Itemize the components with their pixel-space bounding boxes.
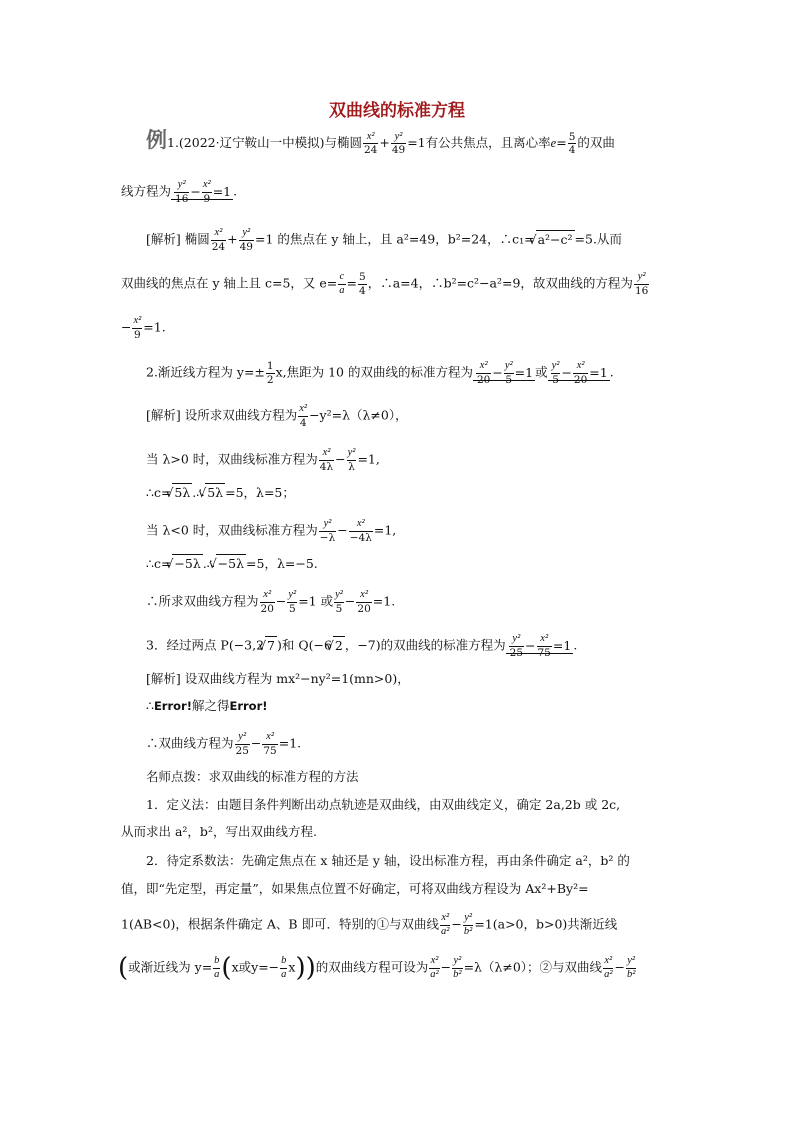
tips-method-2-line-4: (或渐近线为 y= $\frac{b}{a}$ (x或y=− $\frac{b}{a}$ x))的双曲线方程可设为 $\frac{\text{x²}}{\text{a²}}$ − $\frac{\text{y²}}{\text{b²}}$ =λ（λ≠0）；②与双曲线 $\frac{\text{x²}}{\text{a²}}$ − $\frac{\text{y²}}{\text{b²}}$ bbox=[118, 953, 636, 983]
problem-3-line-1: 3．经过两点 P(−3,2√ 7 )和 Q(−6√ 2 ，−7)的双曲线的标准方程为 $\frac{\text{y²}}{25}$ − $\frac{\text{x²}}{75}$ =1 . bbox=[146, 634, 577, 658]
solution-2-line-2: 当 λ>0 时，双曲线标准方程为 $\frac{\text{x²}}{4\lambda}$ − $\frac{\text{y²}}{\lambda}$ =1, bbox=[146, 447, 380, 473]
tips-heading: 名师点拨：求双曲线的标准方程的方法 bbox=[146, 769, 359, 784]
fraction: $\frac{\text{x²}}{24}$ bbox=[363, 130, 378, 156]
solution-3-line-2: ∴Error!解之得Error! bbox=[146, 698, 268, 713]
answer-blank: $\frac{\text{y²}}{5}$ − $\frac{\text{x²}}{20}$ =1 bbox=[548, 365, 610, 381]
fraction: $\frac{5}{4}$ bbox=[568, 130, 576, 156]
tips-method-2-line-1: 2．待定系数法：先确定焦点在 x 轴还是 y 轴，设出标准方程，再由条件确定 a²，b² 的 bbox=[146, 853, 630, 868]
fraction: $\frac{\text{y²}}{49}$ bbox=[391, 130, 406, 156]
tips-method-2-line-2: 值，即“先定型，再定量”，如果焦点位置不好确定，可将双曲线方程设为 Ax²+By²= bbox=[121, 881, 589, 896]
answer-blank: $\frac{\text{x²}}{20}$ − $\frac{\text{y²}}{5}$ =1 bbox=[473, 365, 535, 381]
solution-1-line-1: [解析] 椭圆 $\frac{\text{x²}}{24}$ + $\frac{\text{y²}}{49}$ =1 的焦点在 y 轴上，且 a²=49，b²=24，∴c₁=√ a²−c² =5.从而 bbox=[146, 228, 622, 252]
solution-2-line-6: ∴所求双曲线方程为 $\frac{\text{x²}}{20}$ − $\frac{\text{y²}}{5}$ =1 或 $\frac{\text{y²}}{5}$ − $\frac{\text{x²}}{20}$ =1. bbox=[146, 589, 396, 615]
solution-2-line-3: ∴c=√ 5λ .∴√ 5λ =5，λ=5； bbox=[146, 483, 295, 502]
answer-blank: $\frac{\text{y²}}{25}$ − $\frac{\text{x²}}{75}$ =1 bbox=[506, 638, 574, 654]
solution-1-line-3: − $\frac{\text{x²}}{9}$ =1. bbox=[121, 315, 166, 341]
solution-2-line-1: [解析] 设所求双曲线方程为 $\frac{\text{x²}}{4}$ −y²=λ（λ≠0）， bbox=[146, 403, 408, 429]
solution-2-line-4: 当 λ<0 时，双曲线标准方程为 $\frac{\text{y²}}{-\lambda}$ − $\frac{\text{x²}}{-4\lambda}$ =1, bbox=[146, 518, 397, 544]
analysis-tag: [解析] bbox=[146, 671, 181, 686]
page-title: 双曲线的标准方程 bbox=[329, 101, 465, 121]
tips-method-1-line-2: 从而求出 a²，b²，写出双曲线方程. bbox=[121, 824, 317, 839]
solution-2-line-5: ∴c=√ −5λ .∴√ −5λ =5，λ=−5. bbox=[146, 554, 318, 573]
analysis-tag: [解析] bbox=[146, 407, 181, 423]
tips-method-1-line-1: 1．定义法：由题目条件判断出动点轨迹是双曲线，由双曲线定义，确定 2a,2b 或 2c, bbox=[146, 797, 621, 812]
solution-3-line-3: ∴双曲线方程为 $\frac{\text{y²}}{25}$ − $\frac{\text{x²}}{75}$ =1. bbox=[146, 731, 302, 757]
problem-1-line-1: 例1.(2022·辽宁鞍山一中模拟)与椭圆 $\frac{\text{x²}}{24}$ + $\frac{\text{y²}}{49}$ =1有公共焦点，且离心率e= $\frac{5}{4}$ 的双曲 bbox=[146, 128, 615, 156]
tips-method-2-line-3: 1(AB<0)，根据条件确定 A、B 即可．特别的①与双曲线 $\frac{\text{x²}}{\text{a²}}$ − $\frac{\text{y²}}{\text{b²}}$ =1(a>0，b>0)共渐近线 bbox=[121, 912, 618, 937]
problem-1-line-2: 线方程为 $\frac{\text{y²}}{16}$ − $\frac{\text{x²}}{9}$ =1 . bbox=[121, 179, 238, 205]
example-mark: 例 bbox=[146, 128, 167, 152]
answer-blank: $\frac{\text{y²}}{16}$ − $\frac{\text{x²}}{9}$ =1 bbox=[171, 184, 233, 200]
problem-2-line-1: 2.渐近线方程为 y=± $\frac{1}{2}$ x,焦距为 10 的双曲线的标准方程为 $\frac{\text{x²}}{20}$ − $\frac{\text{y²}}{5}$ =1 或 $\frac{\text{y²}}{5}$ − $\frac{\text{x²}}{20}$ =1 . bbox=[146, 360, 614, 386]
solution-3-line-1: [解析] 设双曲线方程为 mx²−ny²=1(mn>0)， bbox=[146, 671, 410, 686]
solution-1-line-2: 双曲线的焦点在 y 轴上且 c=5，又 e= $\frac{c}{a}$ = $\frac{5}{4}$ ，∴a=4，∴b²=c²−a²=9，故双曲线的方程为 $\frac{\text{y²}}{16}$ bbox=[121, 271, 649, 297]
analysis-tag: [解析] bbox=[146, 231, 181, 247]
